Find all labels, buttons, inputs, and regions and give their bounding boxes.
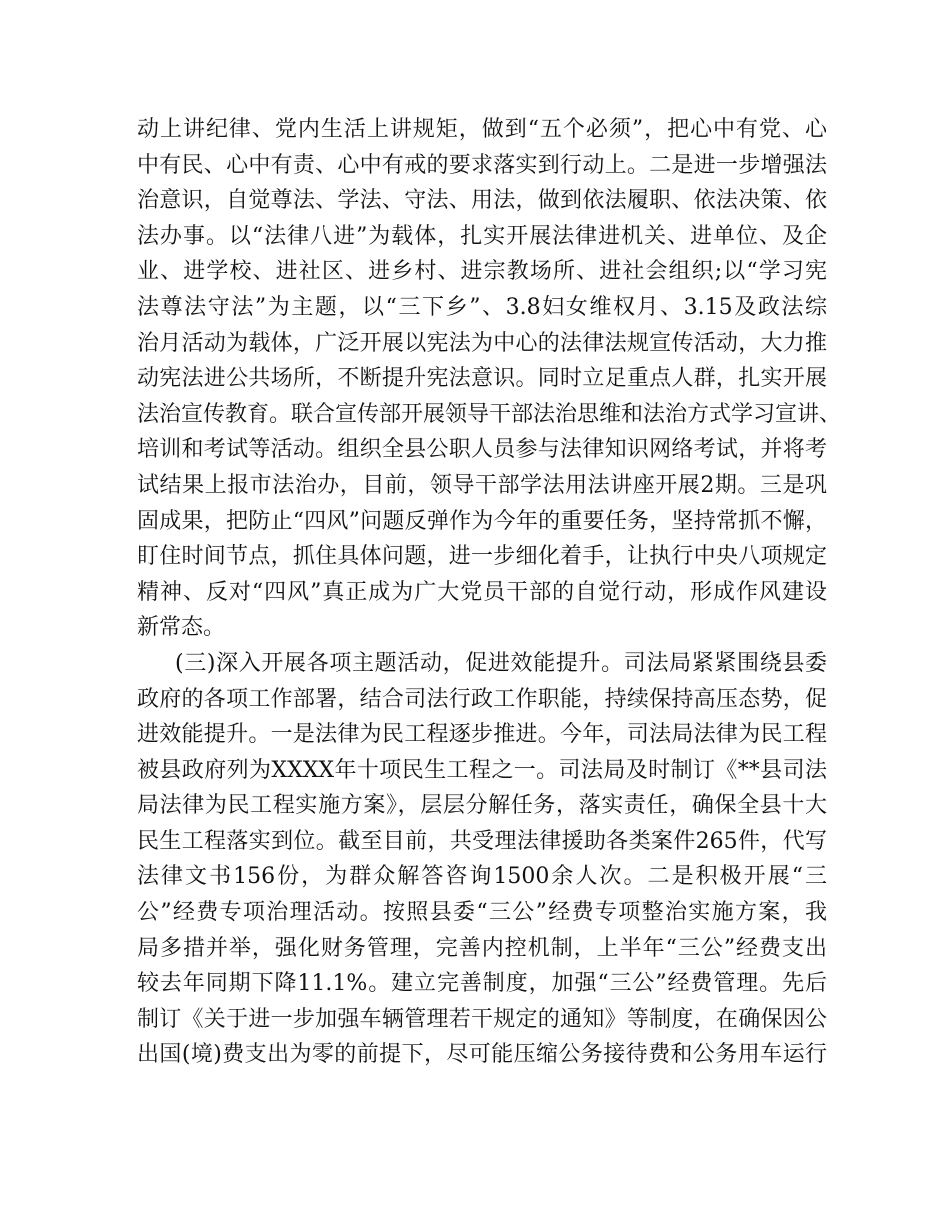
body-text	[137, 112, 842, 1073]
text-line: 出国(境)费支出为零的前提下，尽可能压缩公务接待费和公务用车运行	[137, 1042, 827, 1068]
text-line: 被县政府列为XXXX年十项民生工程之一。司法局及时制订《**县司法	[137, 757, 827, 783]
text-line: 进效能提升。一是法律为民工程逐步推进。今年，司法局法律为民工程	[137, 722, 827, 748]
text-line: 民生工程落实到位。截至目前，共受理法律援助各类案件265件，代写	[137, 828, 827, 854]
text-line: (三)深入开展各项主题活动，促进效能提升。司法局紧紧围绕县委	[175, 650, 827, 676]
text-line: 精神、反对“四风”真正成为广大党员干部的自觉行动，形成作风建设	[137, 579, 827, 605]
text-line: 局法律为民工程实施方案》，层层分解任务，落实责任，确保全县十大	[137, 793, 827, 819]
text-line: 试结果上报市法治办，目前，领导干部学法用法讲座开展2期。三是巩	[137, 472, 827, 498]
text-line: 局多措并举，强化财务管理，完善内控机制，上半年“三公”经费支出	[137, 935, 827, 961]
text-line: 政府的各项工作部署，结合司法行政工作职能，持续保持高压态势，促	[137, 686, 827, 712]
text-line: 公”经费专项治理活动。按照县委“三公”经费专项整治实施方案，我	[137, 900, 827, 926]
text-line: 治月活动为载体，广泛开展以宪法为中心的法律法规宣传活动，大力推	[137, 330, 827, 356]
text-line: 中有民、心中有责、心中有戒的要求落实到行动上。二是进一步增强法	[137, 152, 827, 178]
text-line: 动宪法进公共场所，不断提升宪法意识。同时立足重点人群，扎实开展	[137, 366, 827, 392]
text-line: 培训和考试等活动。组织全县公职人员参与法律知识网络考试，并将考	[137, 437, 827, 463]
text-line: 固成果，把防止“四风”问题反弹作为今年的重要任务，坚持常抓不懈，	[137, 508, 827, 534]
text-line: 盯住时间节点，抓住具体问题，进一步细化着手，让执行中央八项规定	[137, 544, 827, 570]
text-line: 法尊法守法”为主题，以“三下乡”、3.8妇女维权月、3.15及政法综	[137, 294, 827, 320]
text-line: 较去年同期下降11.1%。建立完善制度，加强“三公”经费管理。先后	[137, 971, 827, 997]
text-line: 动上讲纪律、党内生活上讲规矩，做到“五个必须”，把心中有党、心	[137, 117, 827, 142]
text-line: 制订《关于进一步加强车辆管理若干规定的通知》等制度，在确保因公	[137, 1006, 827, 1032]
text-line: 法办事。以“法律八进”为载体，扎实开展法律进机关、进单位、及企	[137, 223, 827, 249]
text-line: 治意识，自觉尊法、学法、守法、用法，做到依法履职、依法决策、依	[137, 188, 827, 214]
text-line: 业、进学校、进社区、进乡村、进宗教场所、进社会组织;以“学习宪	[137, 259, 827, 285]
text-line: 法律文书156份，为群众解答咨询1500余人次。二是积极开展“三	[137, 864, 827, 890]
text-line: 新常态。	[137, 615, 226, 641]
text-line: 法治宣传教育。联合宣传部开展领导干部法治思维和法治方式学习宣讲、	[137, 401, 842, 427]
